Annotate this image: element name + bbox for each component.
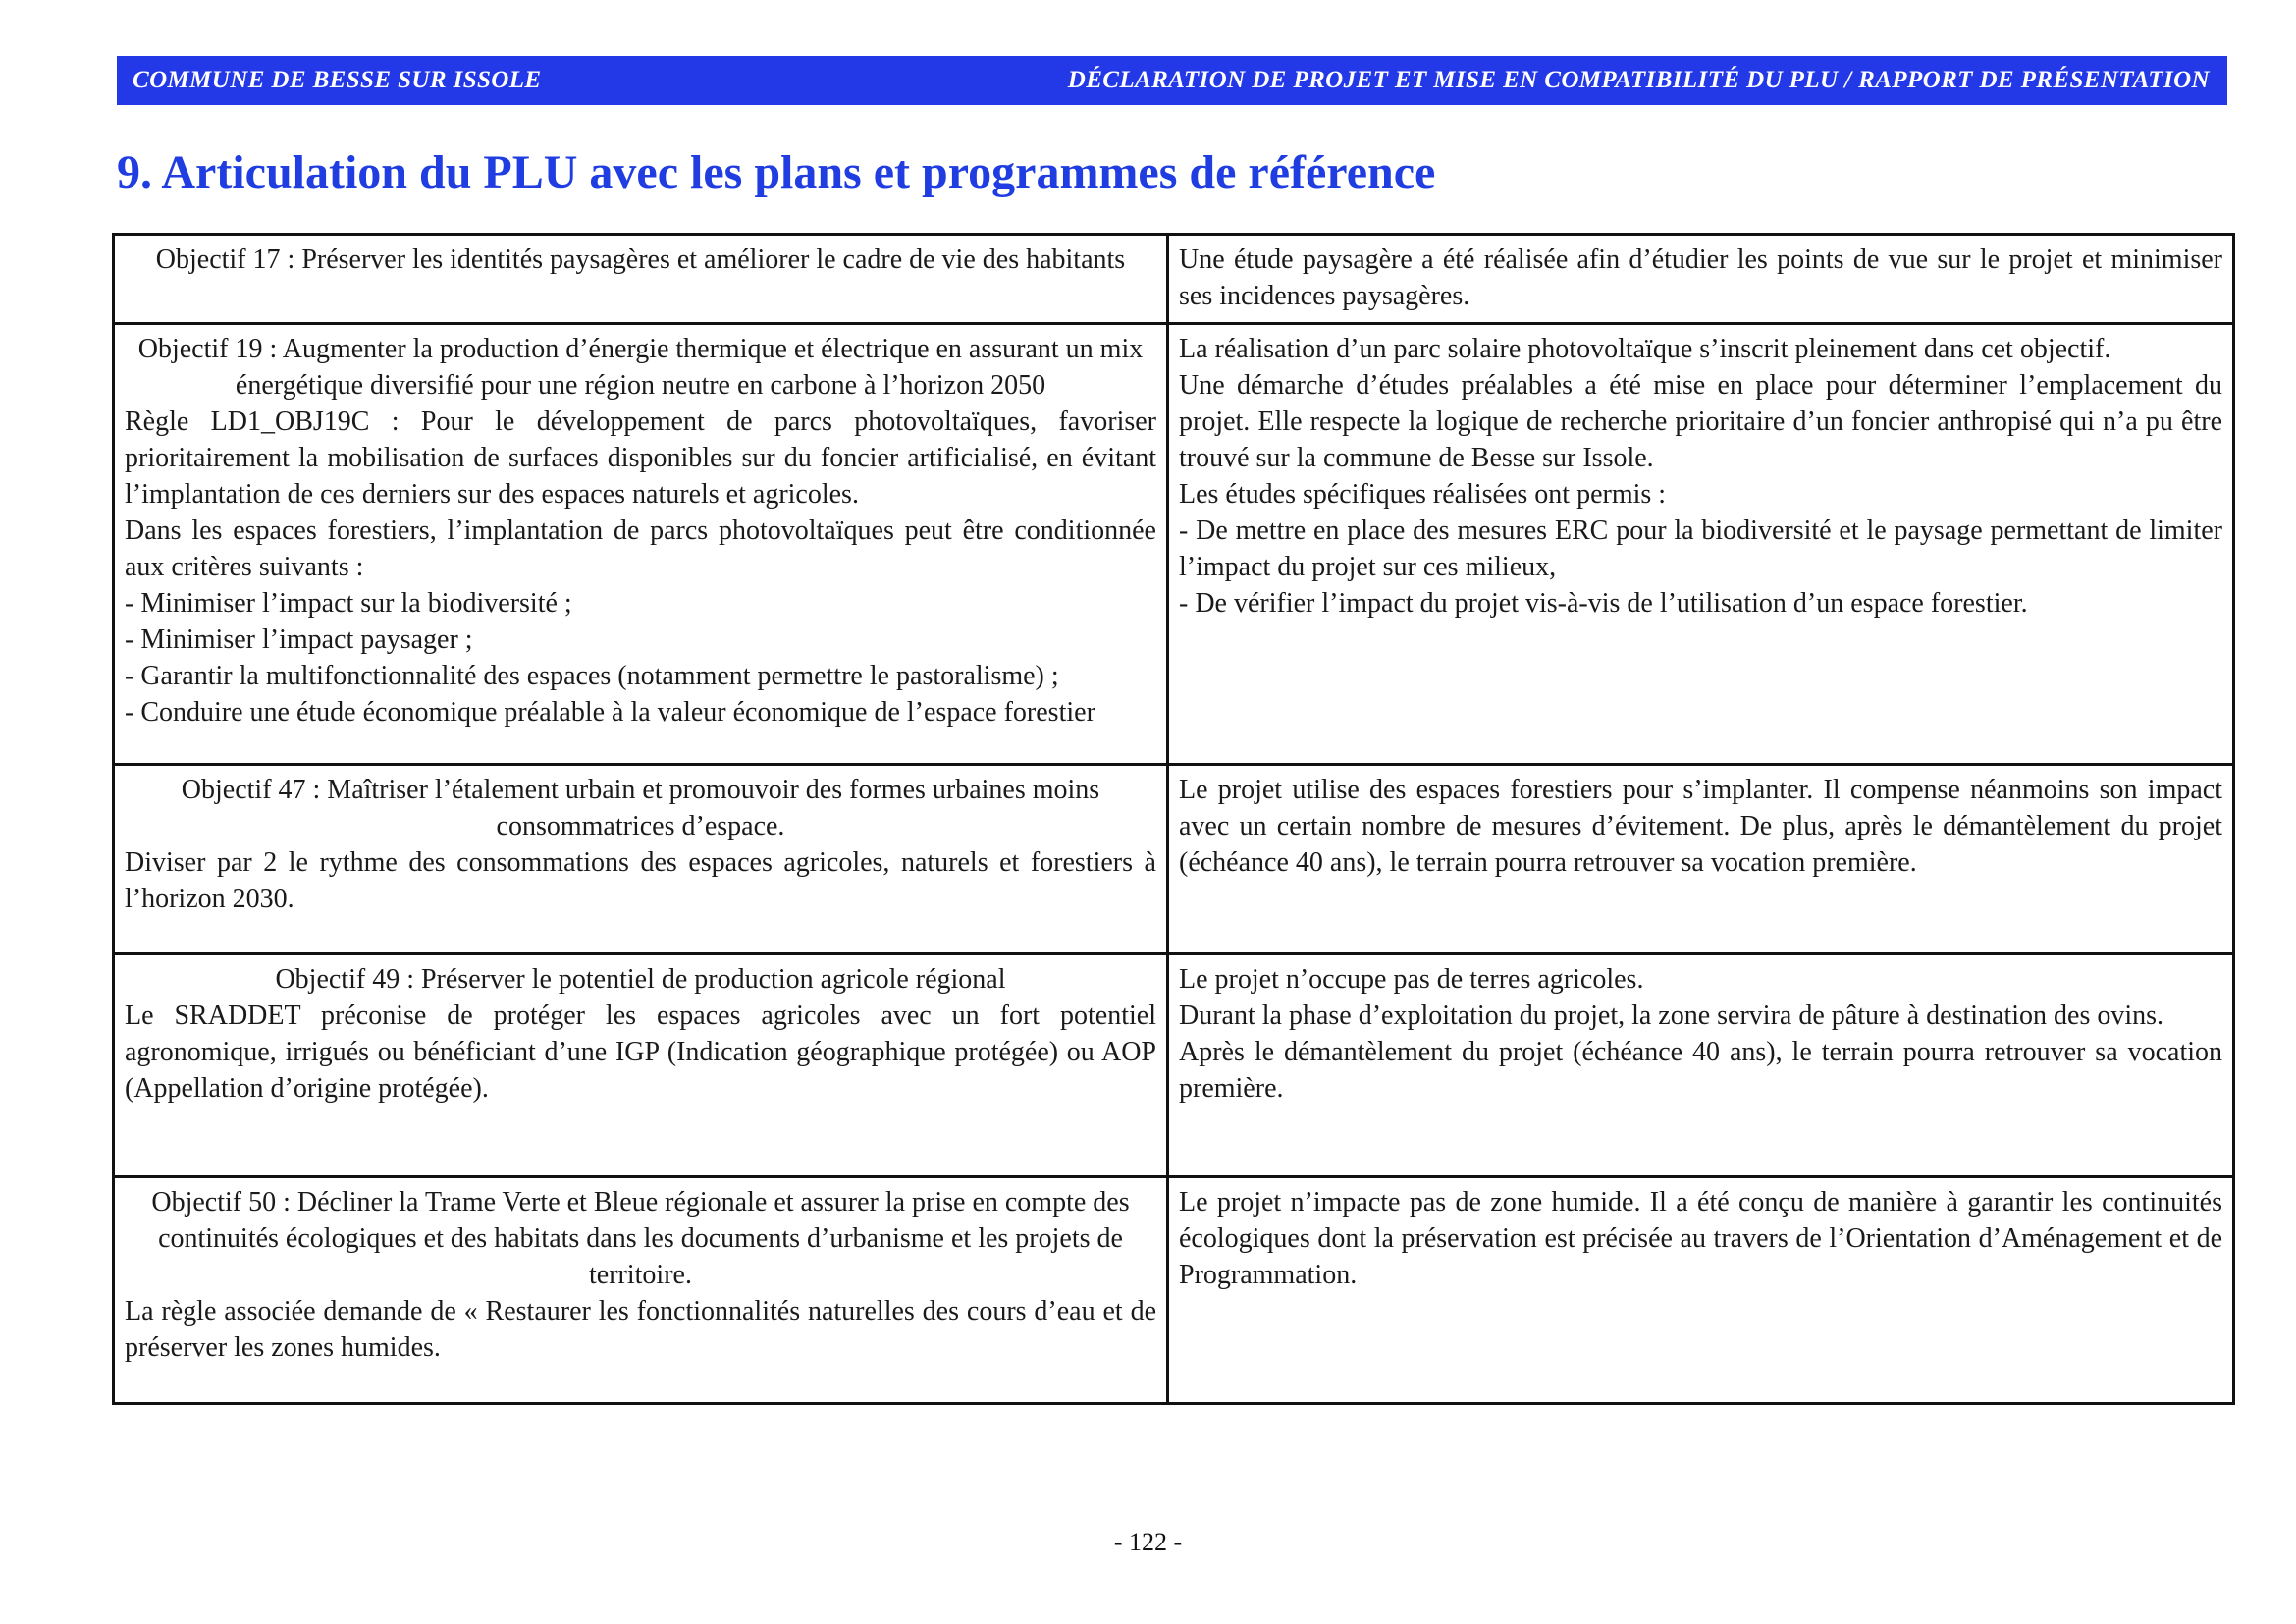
objective-cell	[114, 324, 1168, 765]
objective-text: Objectif 49 : Préserver le potentiel de production agricole régional	[275, 964, 1006, 995]
table-row	[114, 324, 2234, 765]
table-row	[114, 954, 2234, 1177]
page-number: - 122 -	[1113, 1528, 1183, 1556]
criteria-item: - Minimiser l’impact paysager ;	[125, 624, 473, 655]
table-row	[114, 765, 2234, 954]
objective-cell	[114, 954, 1168, 1177]
table-row	[114, 1177, 2234, 1404]
response-text: Après le démantèlement du projet (échéance 40 ans), le terrain pourra retrouver sa vocation première.	[1179, 1037, 2222, 1104]
response-text: Une étude paysagère a été réalisée afin d’étudier les points de vue sur le projet et minimiser ses incidences paysagères.	[1179, 244, 2222, 311]
objective-cell	[114, 235, 1168, 324]
reference-table	[112, 233, 2235, 1405]
objective-cell	[114, 765, 1168, 954]
response-cell	[1168, 954, 2234, 1177]
objective-text: Objectif 47 : Maîtriser l’étalement urbain et promouvoir des formes urbaines moins consommatrices d’espace.	[181, 775, 1100, 841]
objective-text: Objectif 50 : Décliner la Trame Verte et Bleue régionale et assurer la prise en compte des continuités écologiques et des habitats dans les documents d’urbanisme et les projets de territoire.	[151, 1187, 1130, 1290]
response-cell	[1168, 1177, 2234, 1404]
response-text: Durant la phase d’exploitation du projet, la zone servira de pâture à destination des ovins.	[1179, 1001, 2164, 1031]
header-commune: COMMUNE DE BESSE SUR ISSOLE	[133, 67, 542, 93]
rule-text: Règle LD1_OBJ19C : Pour le développement de parcs photovoltaïques, favoriser prioritairement la mobilisation de surfaces disponibles sur du foncier artificialisé, en évitant l’implantation de ces derniers sur des espaces naturels et agricoles.	[125, 406, 1156, 510]
response-item: - De vérifier l’impact du projet vis-à-vis de l’utilisation d’un espace forestier.	[1179, 588, 2028, 619]
response-item: - De mettre en place des mesures ERC pour la biodiversité et le paysage permettant de limiter l’impact du projet sur ces milieux,	[1179, 515, 2222, 582]
table-row	[114, 235, 2234, 324]
criteria-item: - Minimiser l’impact sur la biodiversité ;	[125, 588, 572, 619]
criteria-item: - Garantir la multifonctionnalité des espaces (notamment permettre le pastoralisme) ;	[125, 661, 1059, 691]
section-title: 9. Articulation du PLU avec les plans et programmes de référence	[117, 146, 1436, 198]
response-text: Le projet n’occupe pas de terres agricoles.	[1179, 964, 1644, 995]
objective-text: Dans les espaces forestiers, l’implantation de parcs photovoltaïques peut être conditionnée aux critères suivants :	[125, 515, 1156, 582]
objective-text: Diviser par 2 le rythme des consommations des espaces agricoles, naturels et forestiers à l’horizon 2030.	[125, 847, 1156, 914]
objective-text: Objectif 17 : Préserver les identités paysagères et améliorer le cadre de vie des habitants	[155, 244, 1126, 275]
objective-text: La règle associée demande de « Restaurer les fonctionnalités naturelles des cours d’eau et de préserver les zones humides.	[125, 1296, 1156, 1363]
response-text: Une démarche d’études préalables a été mise en place pour déterminer l’emplacement du projet. Elle respecte la logique de recherche prioritaire d’un foncier anthropisé qui n’a pu être trouvé sur la commune de Besse sur Issole.	[1179, 370, 2222, 473]
response-text: Les études spécifiques réalisées ont permis :	[1179, 479, 1667, 510]
response-cell	[1168, 324, 2234, 765]
header-banner	[117, 56, 2227, 105]
objective-text: Le SRADDET préconise de protéger les espaces agricoles avec un fort potentiel agronomique, irrigués ou bénéficiant d’une IGP (Indication géographique protégée) ou AOP (Appellation d’origine protégée).	[125, 1001, 1156, 1104]
objective-cell	[114, 1177, 1168, 1404]
objective-text: Objectif 19 : Augmenter la production d’énergie thermique et électrique en assurant un mix énergétique diversifié pour une région neutre en carbone à l’horizon 2050	[137, 334, 1144, 401]
header-document-title: DÉCLARATION DE PROJET ET MISE EN COMPATIBILITÉ DU PLU / RAPPORT DE PRÉSENTATION	[1067, 67, 2210, 93]
response-text: Le projet utilise des espaces forestiers pour s’implanter. Il compense néanmoins son impact avec un certain nombre de mesures d’évitement. De plus, après le démantèlement du projet (échéance 40 ans), le terrain pourra retrouver sa vocation première.	[1179, 775, 2222, 878]
response-cell	[1168, 765, 2234, 954]
response-text: Le projet n’impacte pas de zone humide. Il a été conçu de manière à garantir les continuités écologiques dont la préservation est précisée au travers de l’Orientation d’Aménagement et de Programmation.	[1179, 1187, 2222, 1290]
response-text: La réalisation d’un parc solaire photovoltaïque s’inscrit pleinement dans cet objectif.	[1179, 334, 2111, 364]
criteria-item: - Conduire une étude économique préalable à la valeur économique de l’espace forestier	[125, 697, 1095, 728]
response-cell	[1168, 235, 2234, 324]
